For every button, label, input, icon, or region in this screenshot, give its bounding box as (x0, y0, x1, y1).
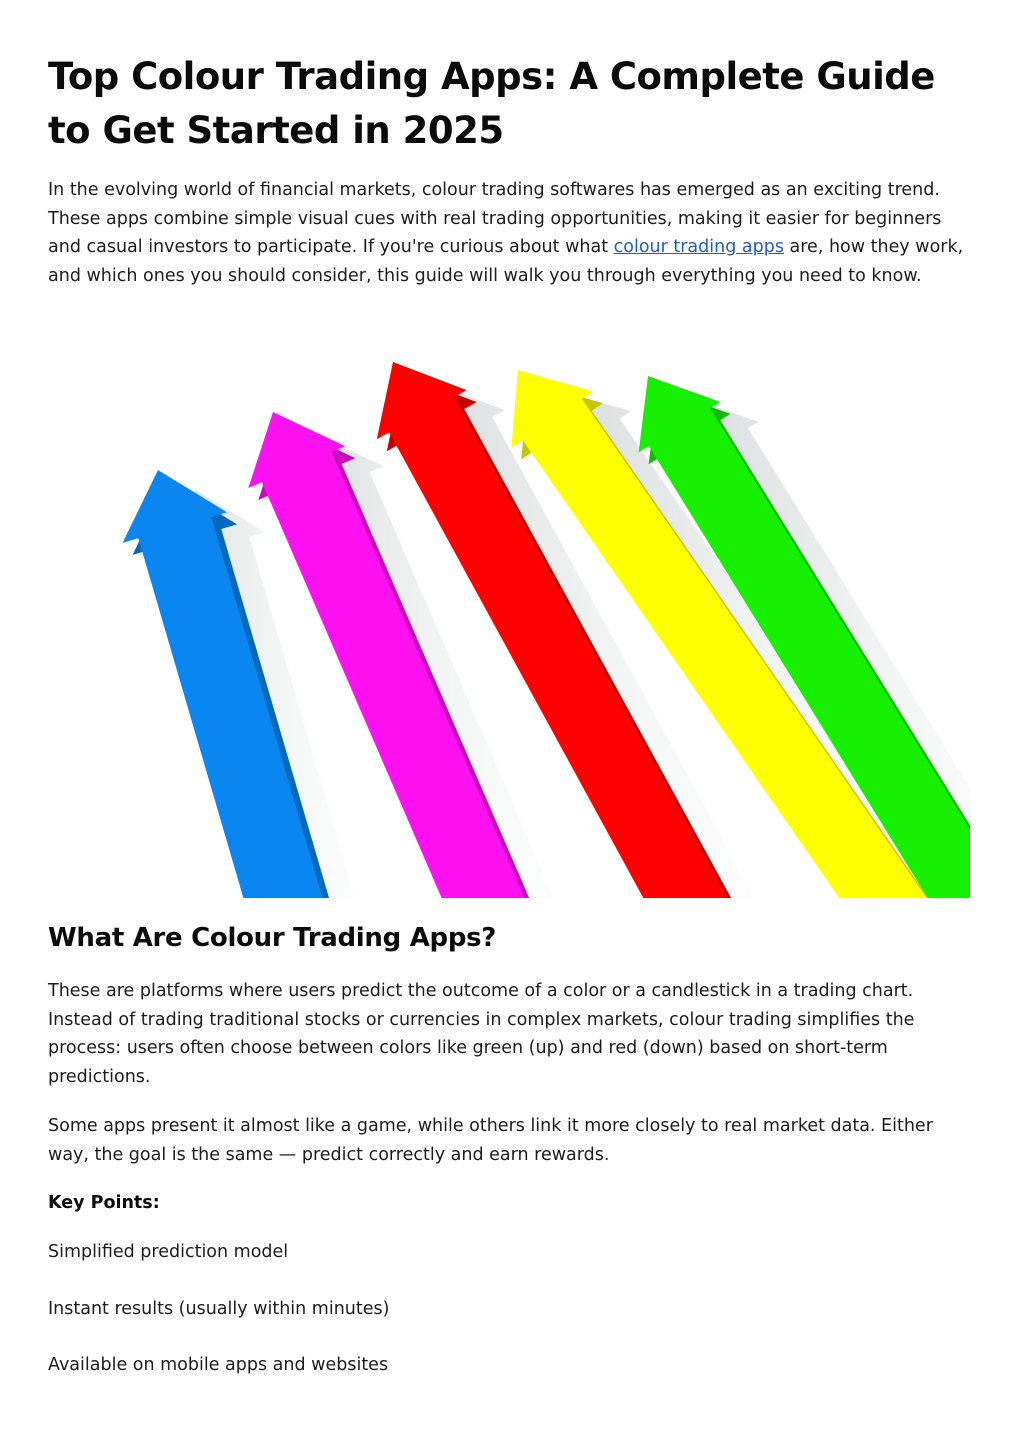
intro-text-start: In the evolving world of financial markets, colour trading softwares has emerged as an exciting trend. These apps combine simple visual cues with real trading opportunities, making it easier for beginners and casual investors to participate. If you're curious about what (48, 180, 942, 258)
hero-image-colored-arrows (48, 340, 970, 898)
key-points-label: Key Points: (48, 1193, 160, 1213)
section-paragraph-1: These are platforms where users predict the outcome of a color or a candlestick in a trading chart. Instead of trading traditional stocks or currencies in complex markets, colour trading simplifies the process: users often choose between colors like green (up) and red (down) based on short-term predictions. (48, 981, 915, 1087)
section-paragraph-2: Some apps present it almost like a game, while others link it more closely to real market data. Either way, the goal is the same — predict correctly and earn rewards. (48, 1116, 933, 1165)
key-point-item: Simplified prediction model (48, 1242, 289, 1262)
key-point-item: Instant results (usually within minutes) (48, 1298, 390, 1319)
colour-trading-apps-link[interactable]: colour trading apps (613, 237, 784, 258)
page-title: Top Colour Trading Apps: A Complete Guide to Get Started in 2025 (48, 55, 935, 152)
section-heading: What Are Colour Trading Apps? (48, 923, 497, 953)
intro-text-end: are, how they work, and which ones you should consider, this guide will walk you through everything you need to know. (48, 237, 964, 286)
key-point-item: Available on mobile apps and websites (48, 1355, 389, 1375)
intro-paragraph (48, 176, 978, 290)
key-points-list (48, 1238, 978, 1408)
